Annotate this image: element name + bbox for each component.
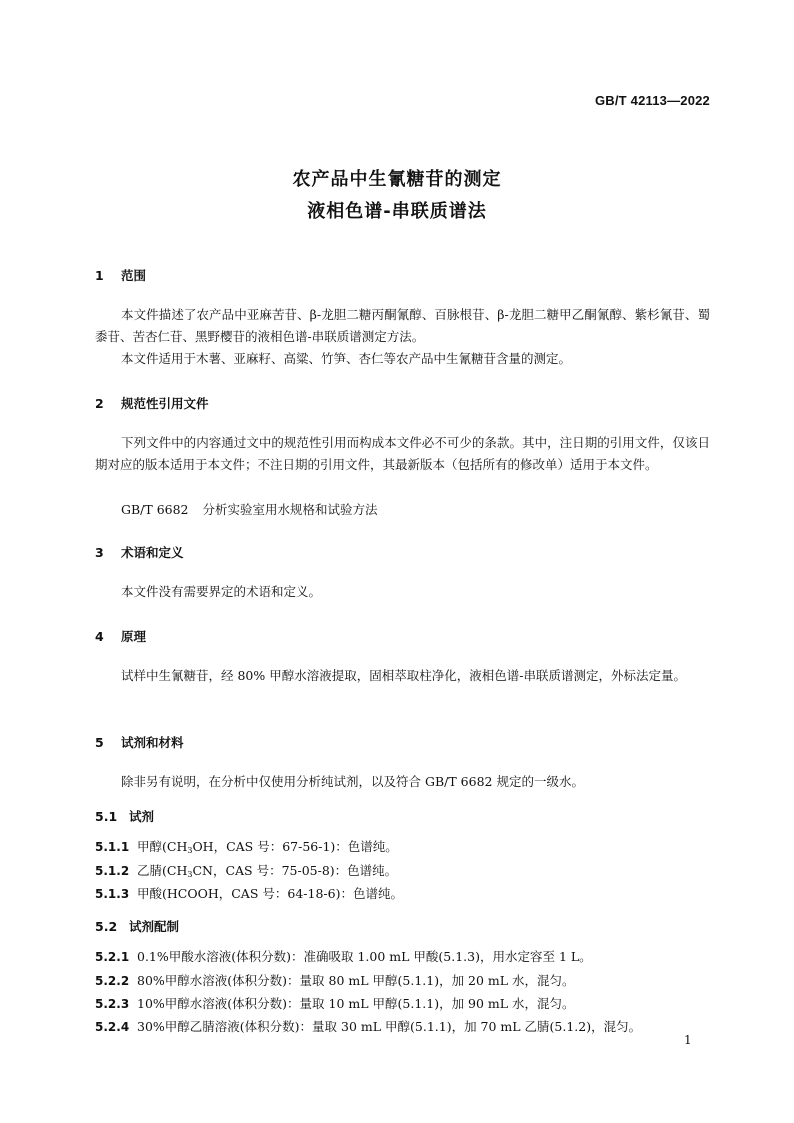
reference-code: GB/T 6682	[121, 502, 189, 517]
section-number: 1	[95, 268, 104, 283]
reagent-item	[95, 837, 398, 855]
subsection-number: 5.1	[95, 809, 118, 824]
clause-number: 5.1.1	[95, 840, 130, 854]
preparation-item	[95, 994, 575, 1012]
subscript: 3	[187, 846, 193, 855]
scope-paragraph-2: 本文件适用于木薯、亚麻籽、高粱、竹笋、杏仁等农产品中生氰糖苷含量的测定。	[121, 351, 572, 366]
terms-paragraph: 本文件没有需要界定的术语和定义。	[121, 584, 322, 599]
reagent-item	[95, 884, 403, 902]
subsection-heading-reagent-preparation	[95, 917, 179, 935]
item-text: 30%甲醇乙腈溶液(体积分数)：量取 30 mL 甲醇(5.1.1)，加 70 mL 乙腈(5.1.2)，混匀。	[137, 1019, 642, 1034]
section-number: 2	[95, 396, 104, 411]
standard-number: GB/T 42113—2022	[594, 93, 710, 108]
preparation-item	[95, 971, 575, 989]
item-text: 10%甲醇水溶液(体积分数)：量取 10 mL 甲醇(5.1.1)，加 90 mL 水，混匀。	[137, 996, 575, 1011]
section-heading-principle	[95, 627, 146, 645]
section-number: 4	[95, 629, 104, 644]
section-number: 5	[95, 735, 104, 750]
section-heading-scope	[95, 266, 146, 284]
section-heading-reagents	[95, 733, 184, 751]
reference-title: 分析实验室用水规格和试验方法	[202, 502, 378, 517]
reagents-paragraph: 除非另有说明，在分析中仅使用分析纯试剂，以及符合 GB/T 6682 规定的一级水。	[121, 774, 584, 789]
reference-item	[121, 500, 378, 518]
reagent-item	[95, 861, 397, 879]
clause-number: 5.2.2	[95, 974, 130, 988]
page-number: 1	[684, 1033, 692, 1047]
section-heading-normative-references	[95, 394, 209, 412]
preparation-item	[95, 1017, 641, 1035]
section-heading-terms	[95, 543, 184, 561]
item-text: 80%甲醇水溶液(体积分数)：量取 80 mL 甲醇(5.1.1)，加 20 mL 水，混匀。	[137, 973, 575, 988]
document-title-line2: 液相色谱-串联质谱法	[307, 201, 487, 222]
preparation-item	[95, 947, 592, 965]
section-title: 规范性引用文件	[121, 396, 209, 411]
clause-number: 5.2.4	[95, 1020, 130, 1034]
section-number: 3	[95, 545, 104, 560]
section-title: 范围	[121, 268, 147, 283]
subsection-number: 5.2	[95, 919, 118, 934]
clause-number: 5.2.1	[95, 950, 130, 964]
section-title: 原理	[121, 629, 147, 644]
document-title-line1: 农产品中生氰糖苷的测定	[292, 169, 502, 190]
clause-number: 5.2.3	[95, 997, 130, 1011]
section-title: 术语和定义	[121, 545, 184, 560]
item-text: CN，CAS 号：75-05-8)：色谱纯。	[192, 863, 398, 878]
item-text: 乙腈(CH	[137, 863, 188, 878]
item-text: 甲醇(CH	[137, 839, 188, 854]
scope-paragraph-1: 本文件描述了农产品中亚麻苦苷、β-龙胆二糖丙酮氰醇、百脉根苷、β-龙胆二糖甲乙酮氰醇、紫杉氰苷、蜀黍苷、苦杏仁苷、黑野樱苷的液相色谱-串联质谱测定方法。	[95, 307, 710, 344]
subsection-heading-reagents	[95, 807, 154, 825]
references-paragraph: 下列文件中的内容通过文中的规范性引用而构成本文件必不可少的条款。其中，注日期的引用文件，仅该日期对应的版本适用于本文件；不注日期的引用文件，其最新版本（包括所有的修改单）适用于本文件。	[95, 435, 710, 472]
item-text: OH，CAS 号：67-56-1)：色谱纯。	[192, 839, 398, 854]
item-text: 0.1%甲酸水溶液(体积分数)：准确吸取 1.00 mL 甲酸(5.1.3)，用水定容至 1 L。	[137, 949, 592, 964]
principle-paragraph: 试样中生氰糖苷，经 80% 甲醇水溶液提取，固相萃取柱净化，液相色谱-串联质谱测定，外标法定量。	[121, 668, 686, 683]
subsection-title: 试剂	[129, 809, 155, 824]
item-text: 甲酸(HCOOH，CAS 号：64-18-6)：色谱纯。	[137, 886, 403, 901]
section-title: 试剂和材料	[121, 735, 184, 750]
subscript: 3	[187, 870, 193, 879]
clause-number: 5.1.3	[95, 887, 130, 901]
subsection-title: 试剂配制	[129, 919, 180, 934]
clause-number: 5.1.2	[95, 864, 130, 878]
